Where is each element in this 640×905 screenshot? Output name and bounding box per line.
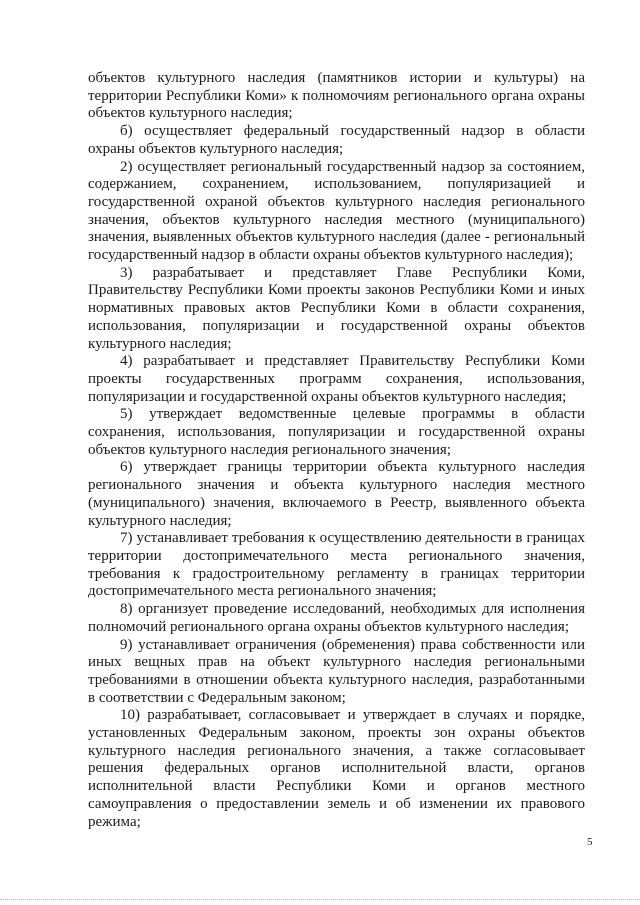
paragraph-continuation: объектов культурного наследия (памятников истории и культуры) на территории Республики Коми» к полномочиям регионального органа охраны объектов культурного наследия; — [88, 70, 585, 122]
paragraph-item-3: 3) разрабатывает и представляет Главе Республики Коми, Правительству Республики Коми проекты законов Республики Коми и иных нормативных правовых актов Республики Коми в области сохранения, использования, популяризации и государственной охраны объектов культурного наследия; — [88, 264, 585, 352]
paragraph-item-7: 7) устанавливает требования к осуществлению деятельности в границах территории достопримечательного места регионального значения, требования к градостроительному регламенту в границах территории достопримечательного места регионального значения; — [88, 530, 585, 600]
paragraph-item-6: б) осуществляет федеральный государственный надзор в области охраны объектов культурного наследия; — [88, 123, 585, 157]
paragraph-item-6b: 6) утверждает границы территории объекта культурного наследия регионального значения и объекта культурного наследия местного (муниципального) значения, включаемого в Реестр, выявленного объекта культурного наследия; — [88, 459, 585, 529]
paragraph-item-8: 8) организует проведение исследований, необходимых для исполнения полномочий регионального органа охраны объектов культурного наследия; — [88, 601, 585, 635]
page-bottom-divider — [0, 899, 640, 900]
page-number: 5 — [587, 836, 593, 848]
paragraph-item-5: 5) утверждает ведомственные целевые программы в области сохранения, использования, популяризации и государственной охраны объектов культурного наследия регионального значения; — [88, 406, 585, 458]
paragraph-item-10: 10) разрабатывает, согласовывает и утверждает в случаях и порядке, установленных Федеральным законом, проекты зон охраны объектов культурного наследия регионального значения, а также согласовывает решения федеральных органов исполнительной власти, органов исполнительной власти Республики Коми и органов местного самоуправления о предоставлении земель и об изменении их правового режима; — [88, 707, 585, 830]
paragraph-item-4: 4) разрабатывает и представляет Правительству Республики Коми проекты государственных программ сохранения, использования, популяризации и государственной охраны объектов культурного наследия; — [88, 353, 585, 405]
paragraph-item-9: 9) устанавливает ограничения (обременения) права собственности или иных вещных прав на объект культурного наследия региональными требованиями в отношении объекта культурного наследия, разработанными в соответствии с Федеральным законом; — [88, 636, 585, 706]
document-body — [88, 70, 585, 831]
paragraph-item-2: 2) осуществляет региональный государственный надзор за состоянием, содержанием, сохранением, использованием, популяризацией и государственной охраной объектов культурного наследия регионального значения, объектов культурного наследия местного (муниципального) значения, выявленных объектов культурного наследия (далее - региональный государственный надзор в области охраны объектов культурного наследия); — [88, 158, 585, 264]
